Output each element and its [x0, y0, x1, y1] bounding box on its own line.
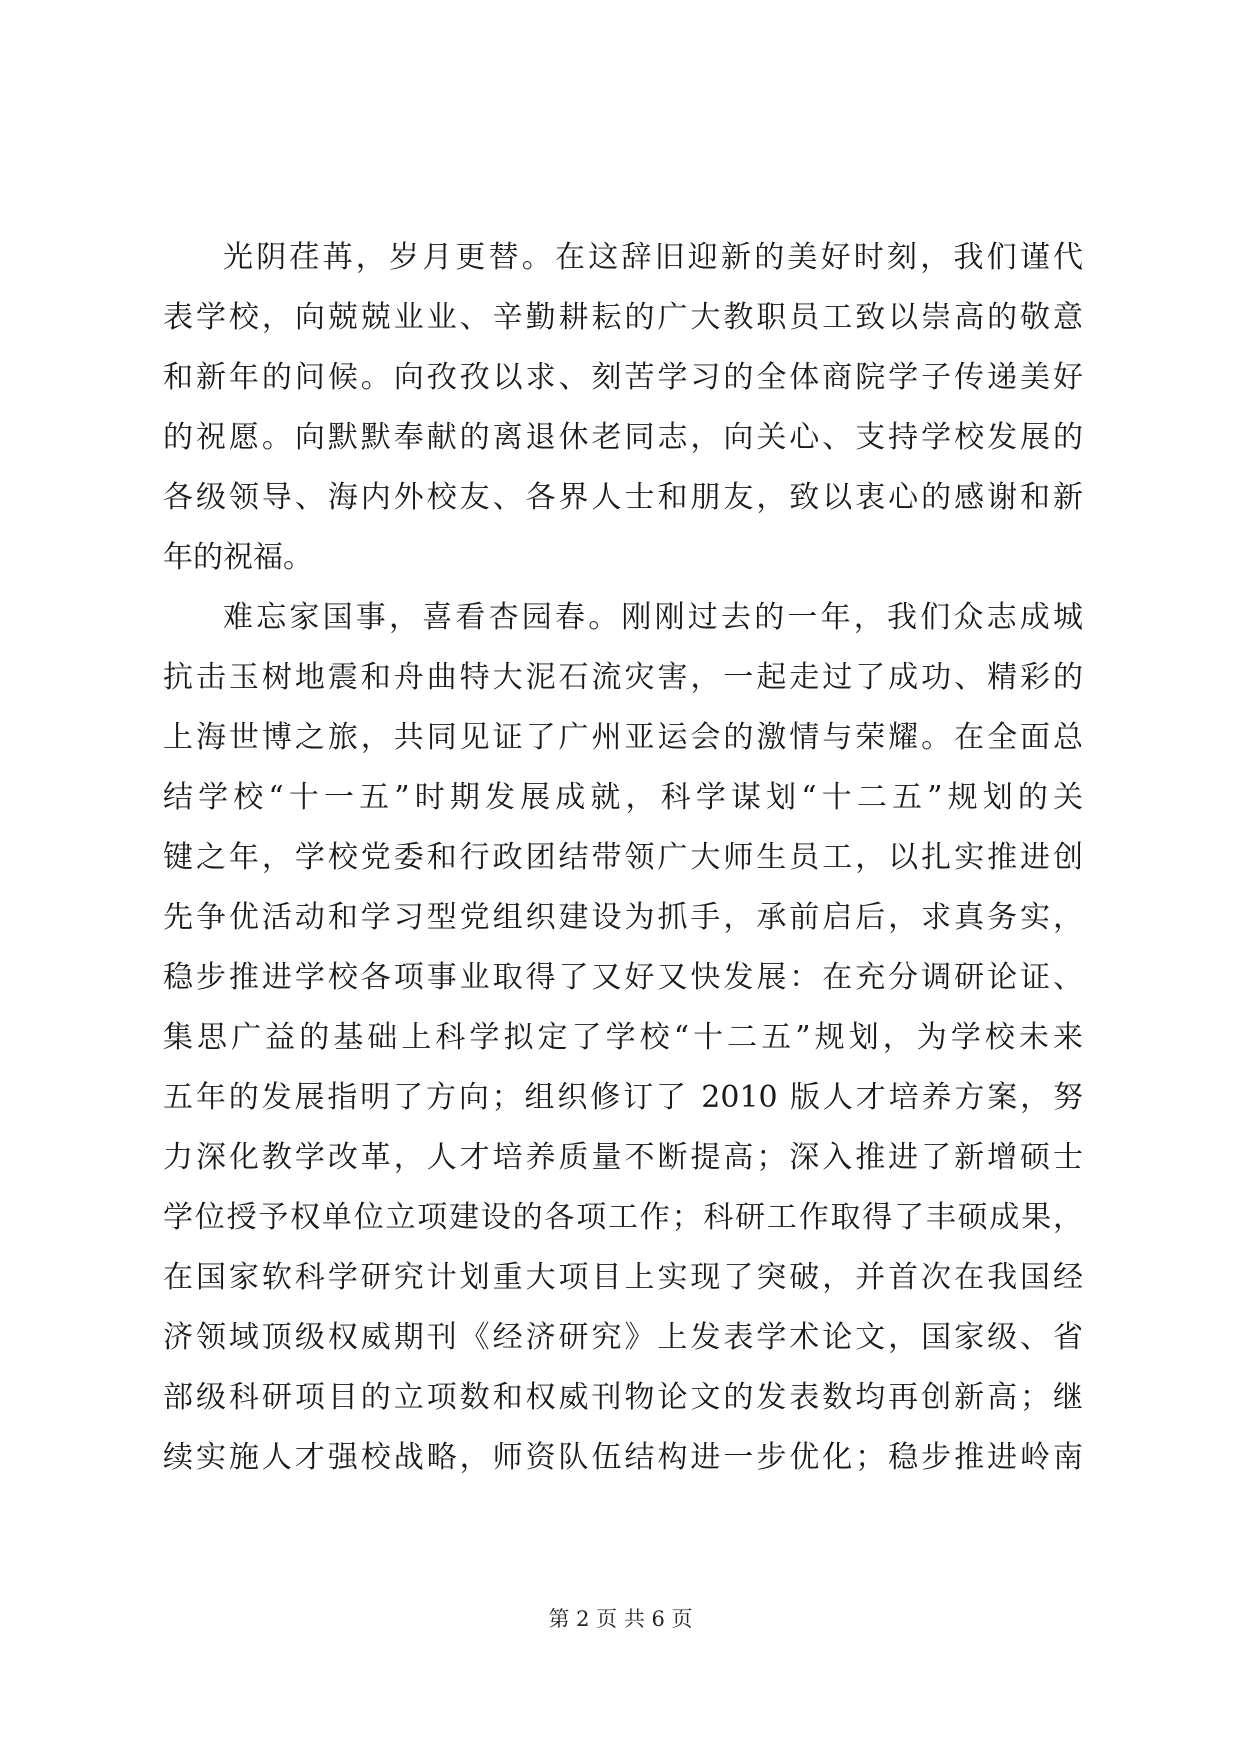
text-line: 在国家软科学研究计划重大项目上实现了突破，并首次在我国经	[163, 1260, 1083, 1295]
text-line: 力深化教学改革，人才培养质量不断提高；深入推进了新增硕士	[163, 1140, 1083, 1175]
text-line: 学位授予权单位立项建设的各项工作；科研工作取得了丰硕成果，	[163, 1200, 1083, 1235]
text-line: 各级领导、海内外校友、各界人士和朋友，致以衷心的感谢和新	[163, 480, 1083, 515]
text-line: 光阴荏苒，岁月更替。在这辞旧迎新的美好时刻，我们谨代	[223, 240, 1083, 275]
text-line: 结学校“十一五”时期发展成就，科学谋划“十二五”规划的关	[163, 780, 1083, 815]
body-text	[163, 228, 1083, 1488]
text-line: 和新年的问候。向孜孜以求、刻苦学习的全体商院学子传递美好	[163, 360, 1083, 395]
text-line: 五年的发展指明了方向；组织修订了 2010 版人才培养方案，努	[163, 1080, 1083, 1115]
text-line: 先争优活动和学习型党组织建设为抓手，承前启后，求真务实，	[163, 900, 1083, 935]
text-line: 集思广益的基础上科学拟定了学校“十二五”规划，为学校未来	[163, 1020, 1083, 1055]
text-line: 上海世博之旅，共同见证了广州亚运会的激情与荣耀。在全面总	[163, 720, 1083, 755]
text-line: 难忘家国事，喜看杏园春。刚刚过去的一年，我们众志成城	[223, 600, 1083, 635]
text-line: 的祝愿。向默默奉献的离退休老同志，向关心、支持学校发展的	[163, 420, 1083, 455]
text-line: 稳步推进学校各项事业取得了又好又快发展：在充分调研论证、	[163, 960, 1083, 995]
page-number-footer: 第 2 页 共 6 页	[548, 1607, 693, 1631]
text-line: 济领域顶级权威期刊《经济研究》上发表学术论文，国家级、省	[163, 1320, 1083, 1355]
text-line: 续实施人才强校战略，师资队伍结构进一步优化；稳步推进岭南	[163, 1440, 1083, 1475]
text-line: 年的祝福。	[163, 540, 313, 575]
text-line: 键之年，学校党委和行政团结带领广大师生员工，以扎实推进创	[163, 840, 1083, 875]
text-line: 部级科研项目的立项数和权威刊物论文的发表数均再创新高；继	[163, 1380, 1083, 1415]
text-line: 抗击玉树地震和舟曲特大泥石流灾害，一起走过了成功、精彩的	[163, 660, 1083, 695]
text-line: 表学校，向兢兢业业、辛勤耕耘的广大教职员工致以崇高的敬意	[163, 300, 1083, 335]
